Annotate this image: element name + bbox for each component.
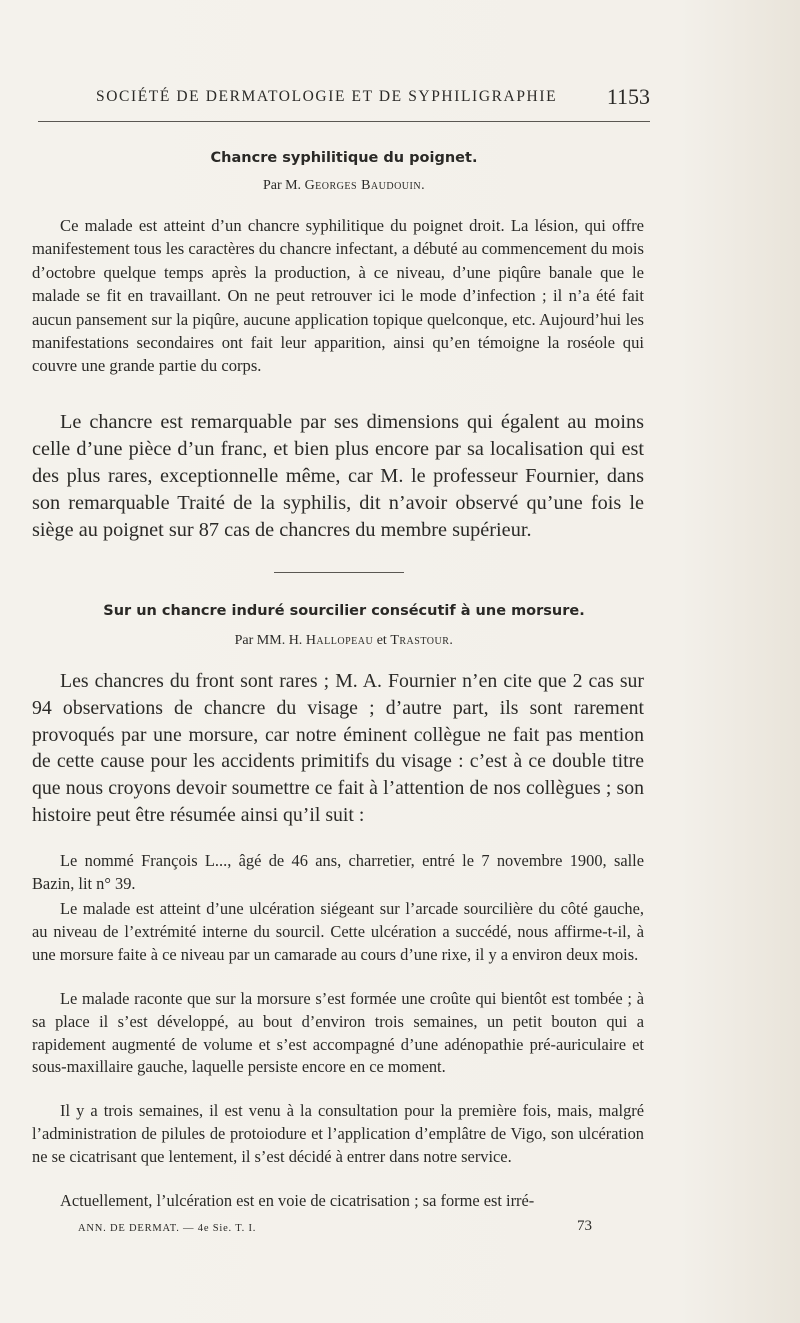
byline-prefix: Par M. bbox=[262, 178, 302, 193]
observation-paragraph: Actuellement, l’ulcération est en voie de cicatrisation ; sa forme est irré- bbox=[60, 1191, 535, 1210]
author-name: Hallopeau bbox=[305, 633, 374, 648]
observation-paragraph: Le nommé François L..., âgé de 46 ans, charretier, entré le 7 novembre 1900, salle Bazin, lit n° 39. bbox=[32, 851, 644, 893]
page-number: 1153 bbox=[606, 84, 650, 109]
body-paragraph: Les chancres du front sont rares ; M. A. Fournier n’en cite que 2 cas sur 94 observations de chancre du visage ; d’autre part, ils sont rarement provoqués par une morsure, car notre éminent collègue ne fait pas mention de cette cause pour les accidents primitifs du visage : c’est à ce double titre que nous croyons devoir soumettre ce fait à l’attention de nos collègues ; son histoire peut être résumée ainsi qu’il suit : bbox=[32, 670, 644, 826]
article-title: Chancre syphilitique du poignet. bbox=[210, 150, 478, 166]
running-header bbox=[96, 84, 650, 110]
article-title: Sur un chancre induré sourcilier consécutif à une morsure. bbox=[103, 603, 585, 619]
sheet-number: 73 bbox=[577, 1218, 592, 1234]
byline-join: et bbox=[376, 633, 387, 648]
article-byline bbox=[38, 633, 650, 649]
byline-prefix: Par MM. H. bbox=[234, 633, 303, 648]
body-paragraph: Le chancre est remarquable par ses dimensions qui égalent au moins celle d’une pièce d’un franc, et bien plus encore par sa localisation qui est des plus rares, exceptionnelle même, car M. le professeur Fournier, dans son remarquable Traité de la syphilis, dit n’avoir observé qu’une fois le siège au poignet sur 87 cas de chancres du membre supérieur. bbox=[32, 411, 644, 541]
author-name: Georges Baudouin. bbox=[304, 178, 426, 193]
header-rule bbox=[38, 121, 650, 122]
running-title: SOCIÉTÉ DE DERMATOLOGIE ET DE SYPHILIGRAPHIE bbox=[96, 88, 558, 105]
observation-paragraph: Il y a trois semaines, il est venu à la consultation pour la première fois, mais, malgré l’administration de pilules de protoiodure et l’application d’emplâtre de Vigo, son ulcération ne se cicatrisant que lentement, il s’est décidé à entrer dans notre service. bbox=[32, 1101, 644, 1166]
article-byline bbox=[38, 178, 650, 194]
section-divider bbox=[274, 572, 404, 573]
observation-paragraph: Le malade raconte que sur la morsure s’est formée une croûte qui bientôt est tombée ; à sa place il s’est développé, au bout d’environ trois semaines, un petit bouton qui a rapidement augmenté de volume et s’est accompagné d’une adénopathie pré-auriculaire et sous-maxillaire gauche, laquelle persiste encore en ce moment. bbox=[32, 989, 644, 1077]
author-name: Trastour. bbox=[390, 633, 454, 648]
signature-mark: ANN. DE DERMAT. — 4e Sie. T. I. bbox=[78, 1223, 257, 1234]
body-paragraph: Ce malade est atteint d’un chancre syphilitique du poignet droit. La lésion, qui offre manifestement tous les caractères du chancre infectant, a débuté au commencement du mois d’octobre quelque temps après la production, à ce niveau, d’une piqûre banale que le malade se fit en travaillant. On ne peut retrouver ici le mode d’infection ; il n’a été fait aucun pansement sur la piqûre, aucune application topique quelconque, etc. Aujourd’hui les manifestations secondaires ont fait leur apparition, ainsi qu’en témoigne la roséole qui couvre une grande partie du corps. bbox=[32, 216, 644, 376]
observation-paragraph: Le malade est atteint d’une ulcération siégeant sur l’arcade sourcilière du côté gauche, au niveau de l’extrémité interne du sourcil. Cette ulcération a succédé, nous affirme-t-il, à une morsure faite à ce niveau par un camarade au cours d’une rixe, il y a environ deux mois. bbox=[32, 899, 644, 964]
